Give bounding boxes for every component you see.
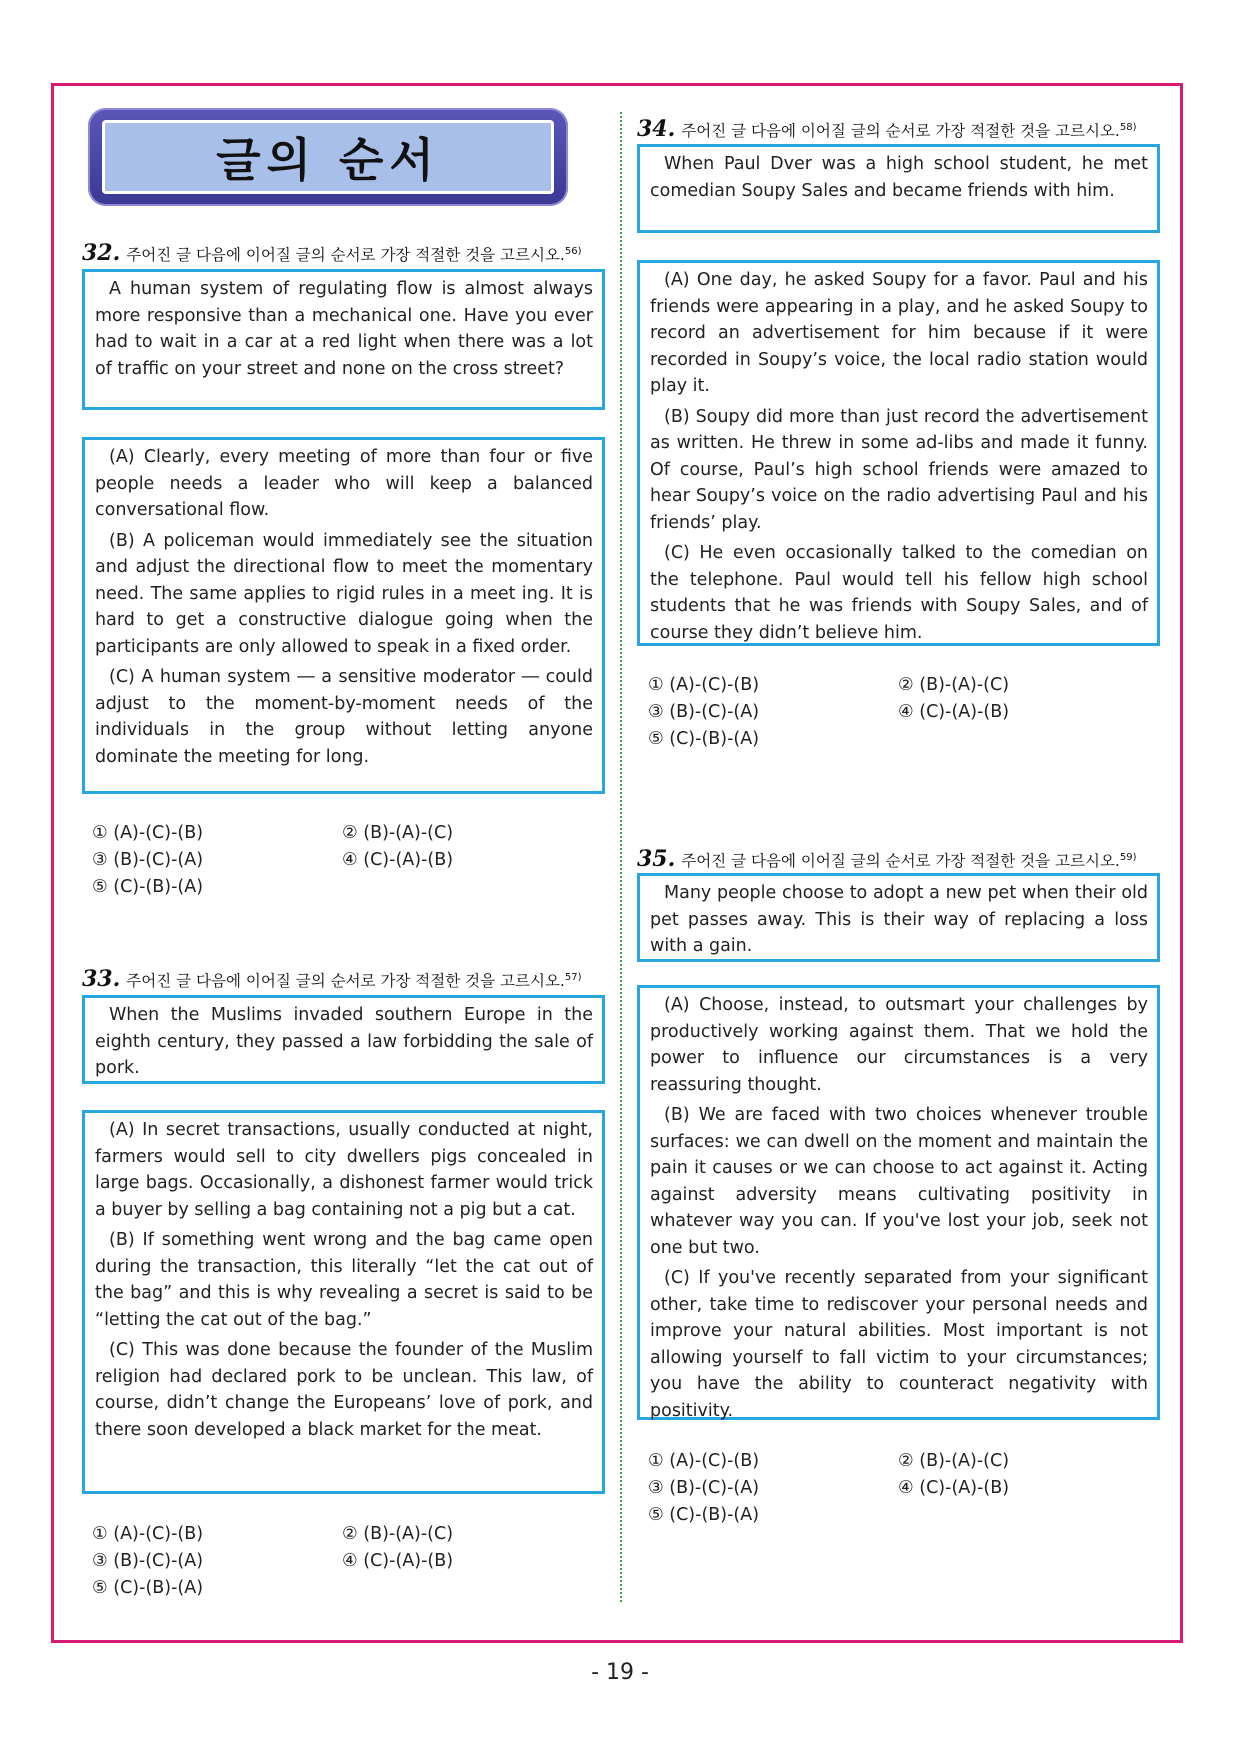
question-32-paragraphs	[82, 437, 605, 794]
paragraph-c: (C) He even occasionally talked to the comedian on the telephone. Paul would tell his fellow high school students that he was friends with Soupy Sales, and of course they didn’t believe him.	[650, 543, 1148, 643]
footnote-ref: 56)	[564, 245, 582, 257]
question-32-header	[82, 240, 582, 266]
question-35-options	[648, 1448, 1148, 1529]
question-instruction: 주어진 글 다음에 이어질 글의 순서로 가장 적절한 것을 고르시오.	[681, 852, 1120, 870]
section-title-banner	[88, 108, 568, 206]
question-32-options	[92, 820, 592, 901]
paragraph-a: (A) One day, he asked Soupy for a favor. Paul and his friends were appearing in a play, and he asked Soupy to record an advertisement for him because if it were recorded in Soupy’s voice, the local radio station would play it.	[650, 270, 1148, 396]
question-33-options	[92, 1521, 592, 1602]
question-number: 35.	[637, 846, 676, 872]
option-1[interactable]: ① (A)-(C)-(B)	[92, 823, 204, 843]
question-instruction: 주어진 글 다음에 이어질 글의 순서로 가장 적절한 것을 고르시오.	[126, 246, 565, 264]
option-4[interactable]: ④ (C)-(A)-(B)	[342, 1551, 454, 1571]
question-33-paragraphs	[82, 1110, 605, 1494]
footnote-ref: 58)	[1119, 121, 1137, 133]
footnote-ref: 59)	[1119, 851, 1137, 863]
page-number: - 19 -	[591, 1660, 649, 1685]
page-title: 글의 순서	[102, 120, 554, 194]
option-2[interactable]: ② (B)-(A)-(C)	[342, 823, 454, 843]
paragraph-c: (C) If you've recently separated from your significant other, take time to rediscover your personal needs and improve your natural abilities. Most important is not allowing yourself to fall victim to your circumstances; you have the ability to counteract negativity with positivity.	[650, 1268, 1148, 1421]
paragraph-a: (A) In secret transactions, usually conducted at night, farmers would sell to city dwellers pigs concealed in large bags. Occasionally, a dishonest farmer would trick a buyer by selling a bag containing not a pig but a cat.	[95, 1120, 593, 1220]
option-1[interactable]: ① (A)-(C)-(B)	[92, 1524, 204, 1544]
column-divider	[620, 112, 622, 1602]
option-5[interactable]: ⑤ (C)-(B)-(A)	[648, 1505, 760, 1525]
footnote-ref: 57)	[564, 971, 582, 983]
question-34-options	[648, 672, 1148, 753]
option-4[interactable]: ④ (C)-(A)-(B)	[342, 850, 454, 870]
question-33-given-text	[82, 995, 605, 1084]
option-4[interactable]: ④ (C)-(A)-(B)	[898, 702, 1010, 722]
question-number: 34.	[637, 116, 676, 142]
question-instruction: 주어진 글 다음에 이어질 글의 순서로 가장 적절한 것을 고르시오.	[126, 972, 565, 990]
question-instruction: 주어진 글 다음에 이어질 글의 순서로 가장 적절한 것을 고르시오.	[681, 122, 1120, 140]
question-34-header	[637, 116, 1137, 142]
question-35-given-text	[637, 873, 1160, 962]
question-number: 33.	[82, 966, 121, 992]
question-34-paragraphs	[637, 260, 1160, 646]
question-34-given-text	[637, 144, 1160, 233]
option-5[interactable]: ⑤ (C)-(B)-(A)	[648, 729, 760, 749]
option-3[interactable]: ③ (B)-(C)-(A)	[92, 1551, 204, 1571]
paragraph-a: (A) Choose, instead, to outsmart your challenges by productively working against them. That we hold the power to influence our circumstances is a very reassuring thought.	[650, 995, 1148, 1095]
option-2[interactable]: ② (B)-(A)-(C)	[898, 675, 1010, 695]
question-33-header	[82, 966, 582, 992]
option-5[interactable]: ⑤ (C)-(B)-(A)	[92, 877, 204, 897]
paragraph-c: (C) A human system ― a sensitive moderator ― could adjust to the moment-by-moment needs of the individuals in the group without letting anyone dominate the meeting for long.	[95, 667, 593, 767]
paragraph-b: (B) If something went wrong and the bag came open during the transaction, this literally “let the cat out of the bag” and this is why revealing a secret is said to be “letting the cat out of the bag.”	[95, 1230, 593, 1330]
given-paragraph: When the Muslims invaded southern Europe in the eighth century, they passed a law forbidding the sale of pork.	[95, 1005, 593, 1078]
option-3[interactable]: ③ (B)-(C)-(A)	[648, 1478, 760, 1498]
option-4[interactable]: ④ (C)-(A)-(B)	[898, 1478, 1010, 1498]
option-3[interactable]: ③ (B)-(C)-(A)	[648, 702, 760, 722]
given-paragraph: A human system of regulating flow is almost always more responsive than a mechanical one. Have you ever had to wait in a car at a red light when there was a lot of traffic on your street and none on the cross street?	[95, 279, 593, 379]
question-32-given-text	[82, 269, 605, 410]
given-paragraph: Many people choose to adopt a new pet when their old pet passes away. This is their way of replacing a loss with a gain.	[650, 883, 1148, 956]
option-1[interactable]: ① (A)-(C)-(B)	[648, 1451, 760, 1471]
question-35-header	[637, 846, 1137, 872]
paragraph-a: (A) Clearly, every meeting of more than four or five people needs a leader who will keep a balanced conversational flow.	[95, 447, 593, 520]
question-number: 32.	[82, 240, 121, 266]
option-5[interactable]: ⑤ (C)-(B)-(A)	[92, 1578, 204, 1598]
option-1[interactable]: ① (A)-(C)-(B)	[648, 675, 760, 695]
paragraph-b: (B) A policeman would immediately see the situation and adjust the directional flow to meet the momentary need. The same applies to rigid rules in a meet ing. It is hard to get a constructive dialogue going when the participants are only allowed to speak in a fixed order.	[95, 530, 593, 657]
question-35-paragraphs	[637, 985, 1160, 1420]
paragraph-b: (B) We are faced with two choices whenever trouble surfaces: we can dwell on the moment and maintain the pain it causes or we can choose to act against it. Acting against adversity means cultivating positivity in whatever way you can. If you've lost your job, seek not one but two.	[650, 1105, 1148, 1258]
option-3[interactable]: ③ (B)-(C)-(A)	[92, 850, 204, 870]
option-2[interactable]: ② (B)-(A)-(C)	[898, 1451, 1010, 1471]
option-2[interactable]: ② (B)-(A)-(C)	[342, 1524, 454, 1544]
given-paragraph: When Paul Dver was a high school student, he met comedian Soupy Sales and became friends with him.	[650, 154, 1148, 201]
paragraph-b: (B) Soupy did more than just record the advertisement as written. He threw in some ad-libs and made it funny. Of course, Paul’s high school friends were amazed to hear Soupy’s voice on the radio advertising Paul and his friends’ play.	[650, 406, 1148, 533]
paragraph-c: (C) This was done because the founder of the Muslim religion had declared pork to be unclean. This law, of course, didn’t change the Europeans’ love of pork, and there soon developed a black market for the meat.	[95, 1340, 593, 1440]
